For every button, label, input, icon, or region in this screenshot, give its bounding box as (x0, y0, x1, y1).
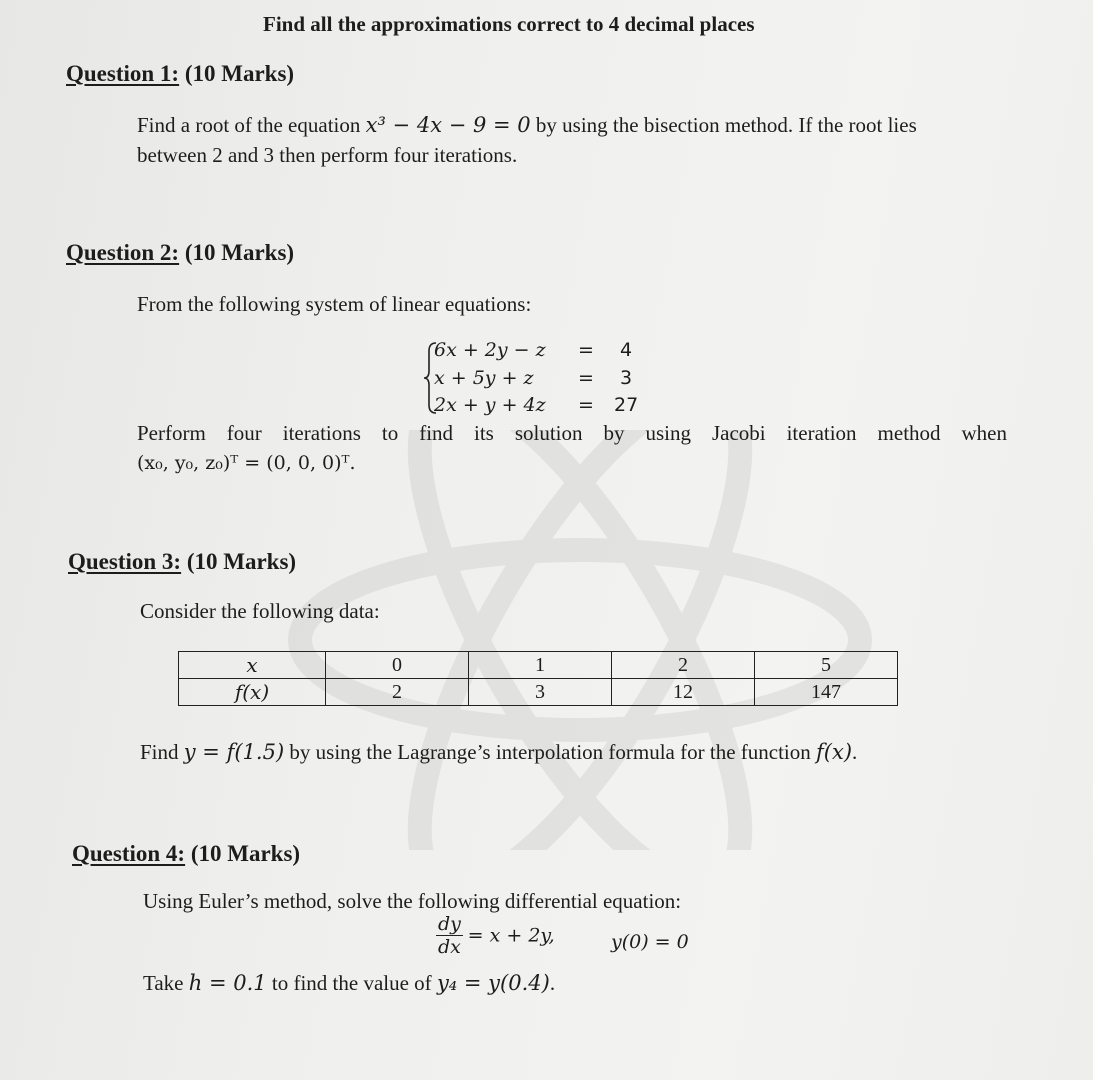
question-1-title (66, 61, 294, 87)
ode-equation (436, 913, 555, 958)
table-cell: 147 (755, 679, 898, 706)
table-cell: 12 (612, 679, 755, 706)
question-1-label: Question 1: (66, 61, 180, 86)
table-cell: 2 (612, 652, 755, 679)
table-cell: 5 (755, 652, 898, 679)
question-2-line-1: Perform four iterations to find its solution by using Jacobi iteration method when (137, 421, 1007, 445)
q1-text-b: by using the bisection method. If the root lies (530, 113, 917, 137)
question-4-title (72, 841, 300, 867)
question-1-line-2: between 2 and 3 then perform four iterations. (137, 143, 518, 167)
system-rhs-1: 4 (620, 339, 633, 361)
system-rhs-3: 27 (614, 394, 639, 416)
table-row (179, 652, 898, 679)
system-row-3 (434, 394, 546, 416)
question-4-label: Question 4: (72, 841, 186, 866)
q1-equation: x³ − 4x − 9 = 0 (365, 113, 531, 137)
q3-text-c: . (852, 740, 858, 764)
q3-text-a: Find (140, 740, 184, 764)
system-row-1 (434, 339, 546, 361)
fraction-denominator: dx (438, 936, 461, 958)
question-3-label: Question 3: (68, 549, 182, 574)
question-1-line-1 (137, 110, 917, 140)
page-heading: Find all the approximations correct to 4 decimal places (263, 12, 755, 36)
system-lhs-2: x + 5y + z (434, 367, 534, 389)
q4-text-c: . (549, 971, 556, 995)
table-cell: 2 (326, 679, 469, 706)
ode-fraction (436, 913, 463, 958)
system-eq-3: = (578, 394, 594, 416)
question-1-marks: (10 Marks) (184, 61, 295, 86)
data-table (178, 651, 898, 706)
q3-math-1: y = f(1.5) (183, 740, 285, 764)
question-4-intro: Using Euler’s method, solve the following differential equation: (143, 889, 682, 913)
question-2-line-2: (x₀, y₀, z₀)ᵀ = (0, 0, 0)ᵀ. (137, 452, 356, 474)
question-3-intro: Consider the following data: (140, 599, 380, 623)
question-4-task (143, 968, 555, 998)
question-3-marks: (10 Marks) (186, 549, 297, 574)
fraction-numerator: dy (438, 913, 461, 935)
q4-math-1: h = 0.1 (188, 971, 267, 995)
question-4-marks: (10 Marks) (190, 841, 301, 866)
table-row (179, 679, 898, 706)
q4-math-2: y₄ = y(0.4) (436, 971, 550, 995)
table-cell: 0 (326, 652, 469, 679)
system-eq-1: = (578, 339, 594, 361)
initial-condition: y(0) = 0 (611, 931, 689, 953)
question-3-title (68, 549, 296, 575)
atom-watermark-icon (280, 430, 880, 850)
question-2-title (66, 240, 294, 266)
q4-text-a: Take (143, 971, 189, 995)
question-2-intro: From the following system of linear equations: (137, 292, 532, 316)
system-lhs-3: 2x + y + 4z (434, 394, 546, 416)
question-2-marks: (10 Marks) (184, 240, 295, 265)
system-eq-2: = (578, 367, 594, 389)
q1-text-a: Find a root of the equation (137, 113, 366, 137)
system-lhs-1: 6x + 2y − z (434, 339, 546, 361)
table-cell: 3 (469, 679, 612, 706)
system-rhs-2: 3 (620, 367, 633, 389)
q4-text-b: to find the value of (266, 971, 437, 995)
q3-math-2: f(x) (816, 740, 853, 764)
question-3-task (140, 737, 857, 767)
row-label-fx: f(x) (179, 679, 326, 706)
system-row-2 (434, 367, 534, 389)
ode-rhs: = x + 2y, (467, 924, 555, 947)
row-label-x: x (179, 652, 326, 679)
table-cell: 1 (469, 652, 612, 679)
q3-text-b: by using the Lagrange’s interpolation formula for the function (284, 740, 817, 764)
question-2-label: Question 2: (66, 240, 180, 265)
